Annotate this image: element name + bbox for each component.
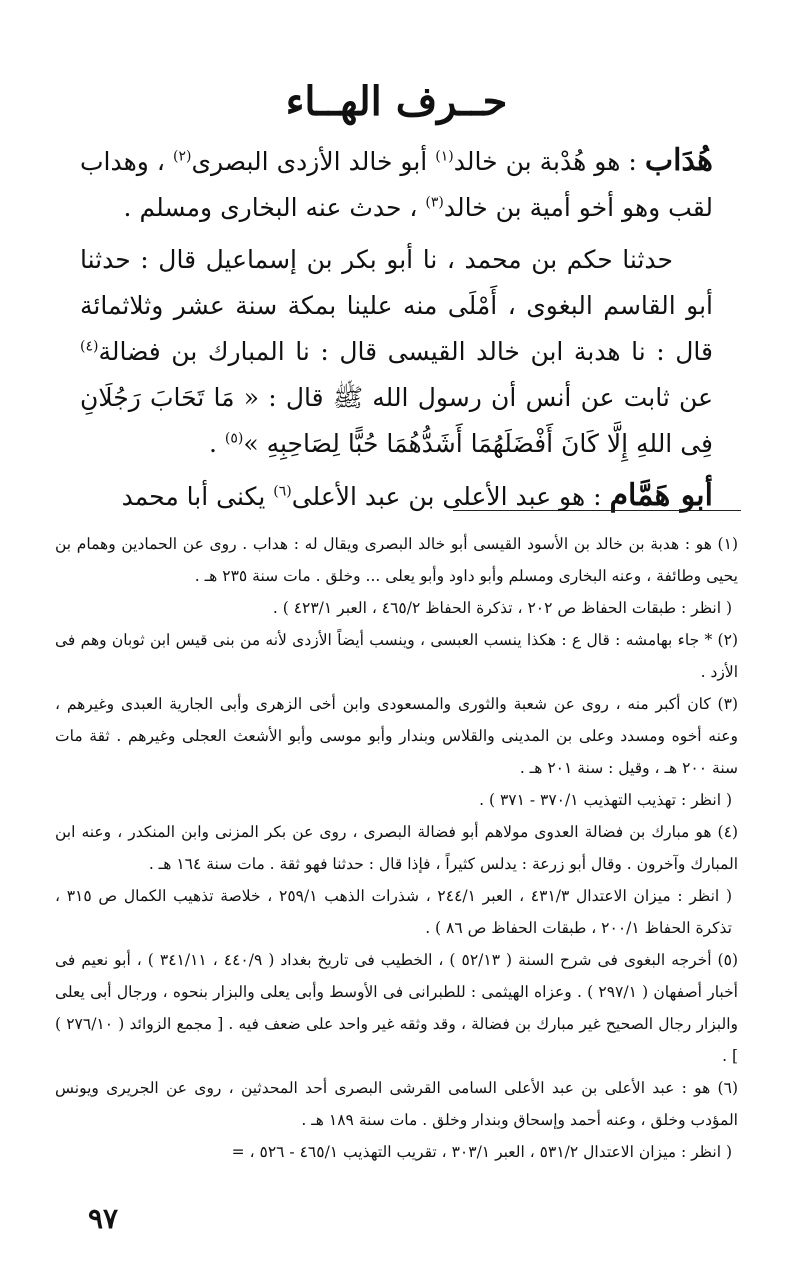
entry-text: ، وهداب لقب وهو أخو أمية بن خالد (80, 147, 713, 222)
entry-hudab (80, 138, 713, 231)
footnote: (٥) أخرجه البغوى فى شرح السنة ( ٥٢/١٣ ) ، الخطيب فى تاريخ بغداد ( ٤٤٠/٩ ، ٣٤١/١١ ) ، أبو نعيم فى أخبار أصفهان ( ٢٩٧/١ ) . وعزاه الهيثمى : للطبرانى فى الأوسط وأبى يعلى والبزار بنحوه ، ورجال أبى يعلى والبزار رجال الصحيح غير مبارك بن فضالة ، وقد وثقه غير واحد على ضعف فيه . [ مجمع الزوائد ( ٢٧٦/١٠ ) ] . (55, 951, 738, 1065)
entry-text: أبو خالد الأزدى البصرى (191, 147, 436, 176)
main-text (80, 138, 713, 526)
footnote: (٣) كان أكبر منه ، روى عن شعبة والثورى والمسعودى وابن أخى الزهرى وأبى الجارية العبدى وغيرهم ، وعنه أخوه ومسدد وعلى بن المدينى والقلاس وبندار وأبو موسى وأبو الأشعث العجلى وغيرهم . ثقة مات سنة ٢٠٠ هـ ، وقيل : سنة ٢٠١ هـ . (55, 695, 738, 777)
footnote-reference: ( انظر : طبقات الحفاظ ص ٢٠٢ ، تذكرة الحفاظ ٤٦٥/٢ ، العبر ٤٢٣/١ ) . (272, 599, 732, 617)
entry-text: يكنى أبا محمد (121, 482, 274, 511)
footnote: (١) هو : هدبة بن خالد بن الأسود القيسى أبو خالد البصرى ويقال له : هداب . روى عن الحمادين وهمام بن يحيى وطائفة ، وعنه البخارى ومسلم وأبو داود وأبو يعلى ... وخلق . مات سنة ٢٣٥ هـ . (55, 535, 738, 585)
footnote-marker: (٦) (273, 483, 292, 500)
footnote-reference: ( انظر : تهذيب التهذيب ٣٧٠/١ - ٣٧١ ) . (479, 791, 732, 809)
entry-text: ، حدث عنه البخارى ومسلم . (123, 193, 426, 222)
entry-text: : هو عبد الأعلى بن عبد الأعلى (291, 482, 610, 511)
chapter-title: حــرف الهــاء (285, 78, 508, 125)
footnote-marker: (٥) (224, 430, 244, 447)
footnotes (55, 528, 738, 1168)
footnote-marker: (٢) (172, 148, 192, 165)
hadith-text: عن ثابت عن أنس أن رسول الله ﷺ قال : « مَا تَحَابَ رَجُلَانِ فِى اللهِ إِلَّا كَانَ أَفْضَلَهُمَا أَشَدُّهُمَا حُبًّا لِصَاحِبِهِ » (80, 383, 713, 458)
footnote: (٦) هو : عبد الأعلى بن عبد الأعلى السامى القرشى البصرى أحد المحدثين ، روى عن الجريرى ويونس المؤدب وخلق ، وعنه أحمد وإسحاق وبندار وخلق . مات سنة ١٨٩ هـ . (55, 1079, 738, 1129)
footnote-marker: (٣) (425, 194, 444, 211)
page-number: ٩٧ (88, 1202, 119, 1235)
hadith-text: . (208, 429, 225, 458)
hadith-text: حدثنا حكم بن محمد ، نا أبو بكر بن إسماعيل قال : حدثنا أبو القاسم البغوى ، أَمْلَى منه علينا بمكة سنة عشر وثلاثمائة قال : نا هدبة ابن خالد القيسى قال : نا المبارك بن فضالة (80, 245, 713, 366)
footnote: (٢) * جاء بهامشه : قال ع : هكذا ينسب العبسى ، وينسب أيضاً الأزدى لأنه من بنى قيس ابن ثوبان وهم فى الأزد . (55, 631, 738, 681)
entry-text: : هو هُدْبة بن خالد (453, 147, 645, 176)
footnote-reference: ( انظر : ميزان الاعتدال ٤٣١/٣ ، العبر ٢٤٤/١ ، شذرات الذهب ٢٥٩/١ ، خلاصة تذهيب الكمال ص ٣١٥ ، تذكرة الحفاظ ٢٠٠/١ ، طبقات الحفاظ ص ٨٦ ) . (55, 887, 732, 937)
hadith-paragraph (80, 237, 713, 467)
footnote-marker: (٤) (80, 338, 99, 355)
footnote-reference: ( انظر : ميزان الاعتدال ٥٣١/٢ ، العبر ٣٠٣/١ ، تقريب التهذيب ٤٦٥/١ - ٥٢٦ ، = (231, 1143, 732, 1161)
footnote: (٤) هو مبارك بن فضالة العدوى مولاهم أبو فضالة البصرى ، روى عن بكر المزنى وابن المنكدر ، وعنه ابن المبارك وآخرون . وقال أبو زرعة : يدلس كثيراً ، فإذا قال : حدثنا فهو ثقة . مات سنة ١٦٤ هـ . (55, 823, 738, 873)
entry-abu-hammam (80, 473, 713, 520)
entry-name: أبو هَمَّام (609, 478, 713, 513)
footnote-marker: (١) (435, 148, 454, 165)
footnote-separator (453, 510, 741, 511)
entry-name: هُدَاب (644, 143, 713, 178)
